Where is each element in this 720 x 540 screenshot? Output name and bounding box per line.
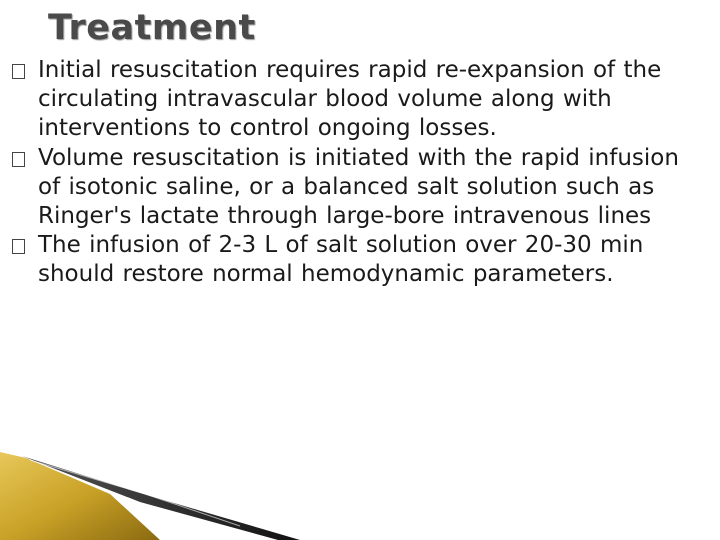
bullet-text: The infusion of 2-3 L of salt solution over 20-30 min should restore normal hemodynamic parameters. bbox=[38, 232, 644, 288]
bullet-item-volume-resuscitation bbox=[12, 144, 702, 232]
decorative-swoosh bbox=[0, 452, 300, 540]
bullet-text: Volume resuscitation is initiated with the rapid infusion of isotonic saline, or a balanced salt solution such as Ringer's lactate through large-bore intravenous lines bbox=[38, 144, 679, 230]
bullet-item-infusion bbox=[12, 231, 702, 289]
square-bullet-icon bbox=[12, 152, 25, 167]
bullet-list bbox=[12, 56, 702, 290]
square-bullet-icon bbox=[12, 64, 25, 79]
square-bullet-icon bbox=[12, 239, 25, 254]
slide-title: Treatment bbox=[48, 8, 256, 48]
bullet-item-initial-resuscitation bbox=[12, 56, 702, 144]
bullet-text: Initial resuscitation requires rapid re-expansion of the circulating intravascular blood volume along with interventions to control ongoing losses. bbox=[38, 57, 662, 142]
